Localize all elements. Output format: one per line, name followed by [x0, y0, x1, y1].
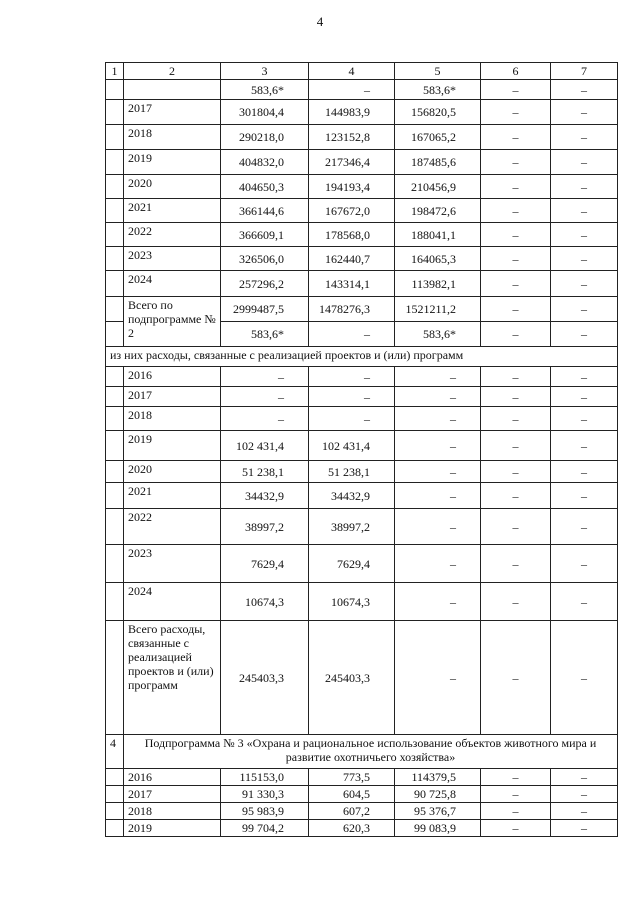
total-cell: 257296,2 [221, 271, 309, 297]
table-row [106, 407, 618, 431]
total-cell: 404832,0 [221, 150, 309, 175]
total-cell: 115153,0 [221, 769, 309, 786]
col7-cell: – [551, 545, 618, 583]
year-cell: 2019 [124, 431, 221, 461]
col7-cell: – [551, 125, 618, 150]
table-row [106, 820, 618, 837]
row-number-cell [106, 803, 124, 820]
regional-cell: 164065,3 [395, 247, 481, 271]
col7-cell: – [551, 367, 618, 387]
regional-cell: – [395, 431, 481, 461]
federal-cell: 167672,0 [309, 199, 395, 223]
regional-cell: 156820,5 [395, 100, 481, 125]
table-row [106, 367, 618, 387]
section-row [106, 347, 618, 367]
row-number-cell [106, 387, 124, 407]
regional-cell: – [395, 483, 481, 509]
total-value-cell: – [551, 322, 618, 347]
federal-cell: – [309, 387, 395, 407]
total-cell: 366144,6 [221, 199, 309, 223]
total-cell: 91 330,3 [221, 786, 309, 803]
regional-cell: 198472,6 [395, 199, 481, 223]
col7-cell: – [551, 199, 618, 223]
total-cell: 38997,2 [221, 509, 309, 545]
year-cell: 2016 [124, 769, 221, 786]
table-row [106, 621, 618, 735]
total-cell: 10674,3 [221, 583, 309, 621]
col7-cell: – [551, 80, 618, 100]
row-number-cell [106, 583, 124, 621]
col6-cell: – [481, 199, 551, 223]
year-cell: 2019 [124, 820, 221, 837]
regional-cell: 167065,2 [395, 125, 481, 150]
federal-cell: 123152,8 [309, 125, 395, 150]
table-row [106, 803, 618, 820]
federal-cell: 10674,3 [309, 583, 395, 621]
section-heading: из них расходы, связанные с реализацией проектов и (или) программ [106, 347, 618, 367]
column-header: 4 [309, 63, 395, 80]
col7-cell: – [551, 803, 618, 820]
total-value-cell: – [481, 297, 551, 322]
col6-cell: – [481, 769, 551, 786]
col7-cell: – [551, 407, 618, 431]
column-header: 2 [124, 63, 221, 80]
table-row [106, 509, 618, 545]
year-cell [124, 80, 221, 100]
col6-cell: – [481, 786, 551, 803]
table-row [106, 483, 618, 509]
total-cell: 301804,4 [221, 100, 309, 125]
federal-cell: 143314,1 [309, 271, 395, 297]
col6-cell: – [481, 223, 551, 247]
federal-cell: 7629,4 [309, 545, 395, 583]
year-cell: 2018 [124, 803, 221, 820]
col6-cell: – [481, 583, 551, 621]
table-row [106, 125, 618, 150]
col6-cell: – [481, 803, 551, 820]
col6-cell: – [481, 509, 551, 545]
year-cell: 2016 [124, 367, 221, 387]
budget-table [105, 62, 618, 837]
col7-cell: – [551, 271, 618, 297]
total-cell: 99 704,2 [221, 820, 309, 837]
table-row [106, 150, 618, 175]
table-row [106, 199, 618, 223]
regional-cell: 114379,5 [395, 769, 481, 786]
regional-cell: – [395, 509, 481, 545]
regional-cell: 210456,9 [395, 175, 481, 199]
col6-cell: – [481, 431, 551, 461]
row-number-cell [106, 100, 124, 125]
total-cell: 51 238,1 [221, 461, 309, 483]
col6-cell: – [481, 80, 551, 100]
total-cell: – [221, 407, 309, 431]
col7-cell: – [551, 583, 618, 621]
subprogram-title: Подпрограмма № 3 «Охрана и рациональное использование объектов животного мира и развитие охотничьего хозяйства» [124, 735, 618, 769]
table-row [106, 769, 618, 786]
year-cell: 2021 [124, 199, 221, 223]
total-cell: 102 431,4 [221, 431, 309, 461]
table-row [106, 175, 618, 199]
year-cell: 2017 [124, 100, 221, 125]
row-number-cell [106, 223, 124, 247]
col7-cell: – [551, 100, 618, 125]
total-value-cell: 583,6* [395, 322, 481, 347]
subprogram-row [106, 735, 618, 769]
total-cell: 34432,9 [221, 483, 309, 509]
col6-cell: – [481, 271, 551, 297]
col7-cell: – [551, 150, 618, 175]
total-cell: 245403,3 [221, 621, 309, 735]
year-cell: 2019 [124, 150, 221, 175]
total-value-cell: – [481, 322, 551, 347]
col7-cell: – [551, 247, 618, 271]
total-value-cell: 2999487,5 [221, 297, 309, 322]
federal-cell: 245403,3 [309, 621, 395, 735]
row-number-cell [106, 483, 124, 509]
row-number-cell [106, 271, 124, 297]
col6-cell: – [481, 461, 551, 483]
col6-cell: – [481, 545, 551, 583]
year-cell: 2018 [124, 125, 221, 150]
year-cell: Всего расходы, связанные с реализацией проектов и (или) программ [124, 621, 221, 735]
table-row [106, 100, 618, 125]
total-cell: 583,6* [221, 80, 309, 100]
total-cell: 290218,0 [221, 125, 309, 150]
regional-cell: 583,6* [395, 80, 481, 100]
col7-cell: – [551, 223, 618, 247]
col7-cell: – [551, 820, 618, 837]
row-number-cell [106, 509, 124, 545]
col7-cell: – [551, 483, 618, 509]
row-number-cell [106, 407, 124, 431]
federal-cell: 162440,7 [309, 247, 395, 271]
table-row [106, 387, 618, 407]
federal-cell: 34432,9 [309, 483, 395, 509]
col6-cell: – [481, 367, 551, 387]
table-row [106, 80, 618, 100]
federal-cell: 194193,4 [309, 175, 395, 199]
total-value-cell: 1521211,2 [395, 297, 481, 322]
year-cell: 2024 [124, 271, 221, 297]
col6-cell: – [481, 150, 551, 175]
year-cell: 2021 [124, 483, 221, 509]
table-row [106, 583, 618, 621]
col6-cell: – [481, 387, 551, 407]
total-value-cell: – [309, 322, 395, 347]
federal-cell: 102 431,4 [309, 431, 395, 461]
column-header: 3 [221, 63, 309, 80]
row-number-cell [106, 621, 124, 735]
federal-cell: 51 238,1 [309, 461, 395, 483]
total-cell: – [221, 387, 309, 407]
row-number-cell [106, 297, 124, 322]
col6-cell: – [481, 125, 551, 150]
table-row [106, 431, 618, 461]
total-row [106, 297, 618, 322]
year-cell: 2017 [124, 786, 221, 803]
total-cell: 404650,3 [221, 175, 309, 199]
regional-cell: – [395, 583, 481, 621]
header-row [106, 63, 618, 80]
regional-cell: 187485,6 [395, 150, 481, 175]
federal-cell: 144983,9 [309, 100, 395, 125]
col6-cell: – [481, 247, 551, 271]
row-number-cell [106, 431, 124, 461]
total-cell: 366609,1 [221, 223, 309, 247]
column-header: 7 [551, 63, 618, 80]
federal-cell: – [309, 407, 395, 431]
federal-cell: 604,5 [309, 786, 395, 803]
federal-cell: 178568,0 [309, 223, 395, 247]
total-cell: 95 983,9 [221, 803, 309, 820]
federal-cell: 217346,4 [309, 150, 395, 175]
federal-cell: – [309, 367, 395, 387]
federal-cell: 38997,2 [309, 509, 395, 545]
row-number-cell [106, 80, 124, 100]
year-cell: 2022 [124, 509, 221, 545]
col6-cell: – [481, 407, 551, 431]
col6-cell: – [481, 483, 551, 509]
subprogram-number: 4 [106, 735, 124, 769]
year-cell: 2020 [124, 461, 221, 483]
regional-cell: – [395, 407, 481, 431]
col7-cell: – [551, 509, 618, 545]
row-number-cell [106, 461, 124, 483]
row-number-cell [106, 199, 124, 223]
federal-cell: 773,5 [309, 769, 395, 786]
col7-cell: – [551, 769, 618, 786]
regional-cell: 99 083,9 [395, 820, 481, 837]
year-cell: 2018 [124, 407, 221, 431]
page-number: 4 [316, 14, 324, 29]
regional-cell: – [395, 545, 481, 583]
col7-cell: – [551, 461, 618, 483]
col7-cell: – [551, 175, 618, 199]
table-row [106, 271, 618, 297]
total-value-cell: 1478276,3 [309, 297, 395, 322]
federal-cell: 607,2 [309, 803, 395, 820]
row-number-cell [106, 367, 124, 387]
col7-cell: – [551, 786, 618, 803]
row-number-cell [106, 150, 124, 175]
total-value-cell: – [551, 297, 618, 322]
regional-cell: 113982,1 [395, 271, 481, 297]
col6-cell: – [481, 100, 551, 125]
table-row [106, 247, 618, 271]
table-row [106, 545, 618, 583]
table-row [106, 223, 618, 247]
total-cell: 326506,0 [221, 247, 309, 271]
year-cell: 2023 [124, 545, 221, 583]
regional-cell: 188041,1 [395, 223, 481, 247]
year-cell: 2023 [124, 247, 221, 271]
table-row [106, 786, 618, 803]
regional-cell: – [395, 461, 481, 483]
row-number-cell [106, 175, 124, 199]
column-header: 5 [395, 63, 481, 80]
row-number-cell [106, 769, 124, 786]
regional-cell: – [395, 621, 481, 735]
federal-cell: 620,3 [309, 820, 395, 837]
row-number-cell [106, 125, 124, 150]
col6-cell: – [481, 175, 551, 199]
col6-cell: – [481, 820, 551, 837]
year-cell: 2017 [124, 387, 221, 407]
col7-cell: – [551, 621, 618, 735]
table-row [106, 461, 618, 483]
regional-cell: 95 376,7 [395, 803, 481, 820]
row-number-cell [106, 786, 124, 803]
regional-cell: 90 725,8 [395, 786, 481, 803]
column-header: 1 [106, 63, 124, 80]
regional-cell: – [395, 387, 481, 407]
row-number-cell [106, 322, 124, 347]
row-number-cell [106, 247, 124, 271]
total-value-cell: 583,6* [221, 322, 309, 347]
total-cell: 7629,4 [221, 545, 309, 583]
regional-cell: – [395, 367, 481, 387]
column-header: 6 [481, 63, 551, 80]
col7-cell: – [551, 431, 618, 461]
col6-cell: – [481, 621, 551, 735]
year-cell: 2022 [124, 223, 221, 247]
total-cell: – [221, 367, 309, 387]
total-label-cell: Всего по подпрограмме № 2 [124, 297, 221, 347]
year-cell: 2020 [124, 175, 221, 199]
federal-cell: – [309, 80, 395, 100]
year-cell: 2024 [124, 583, 221, 621]
row-number-cell [106, 820, 124, 837]
col7-cell: – [551, 387, 618, 407]
row-number-cell [106, 545, 124, 583]
